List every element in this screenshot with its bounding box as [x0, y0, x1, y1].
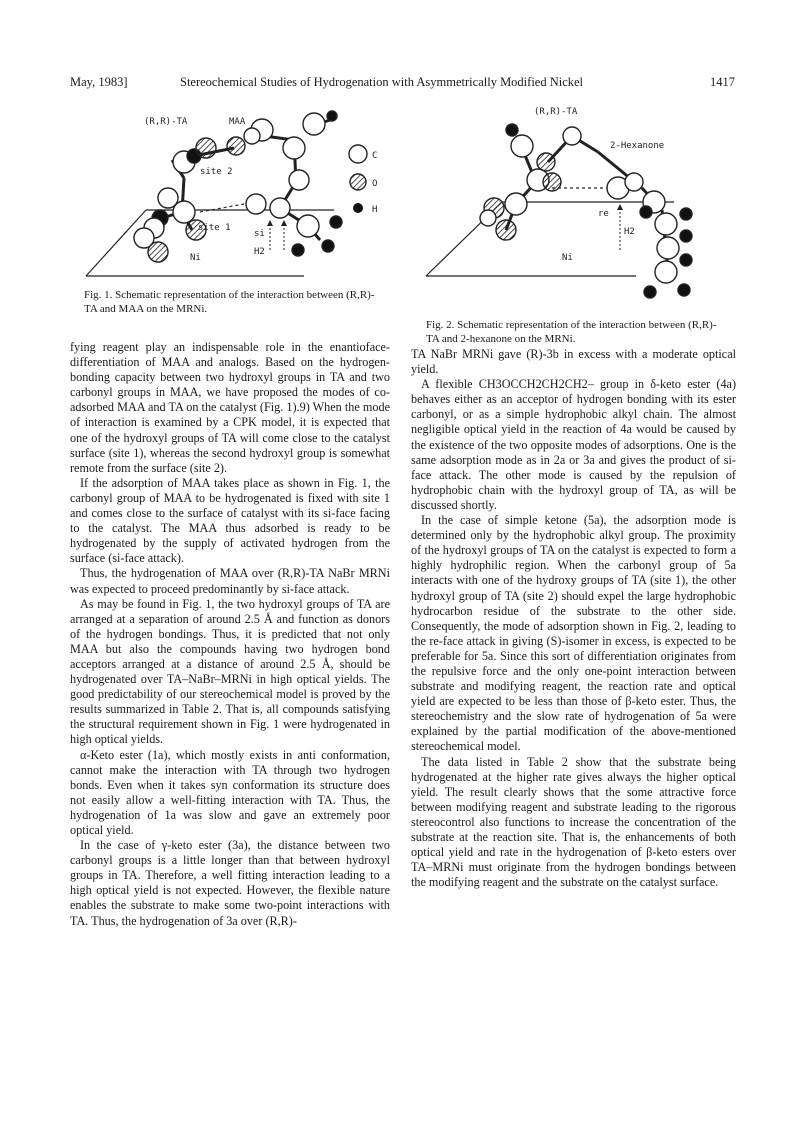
paragraph: α-Keto ester (1a), which mostly exists in anti conformation, cannot make the interaction with TA through two hydrogen bonds. Even when it takes syn conformation its structure does not easily allow a well-fitting interaction with TA. Thus, the hydrogenation of 1a was slow and gave an extremely poor optical yield. [70, 747, 390, 837]
left-column [70, 340, 390, 929]
figure-1 [84, 100, 384, 278]
fig1-label-ni: Ni [190, 253, 201, 263]
figure-2-drawing [422, 100, 722, 312]
paragraph: As may be found in Fig. 1, the two hydroxyl groups of TA are arranged at a separation of around 2.5 Å and function as donors of the hydrogen bondings. Thus, it is predicted that not only MAA but also the compounds having two hydrogen bond acceptors arranged at a distance of around 2.5 Å, should be hydrogenated over TA–NaBr–MRNi in high optical yields. The good predictability of our stereochemical model is proved by the results summarized in Table 2. That is, all compounds satisfying the structural requirement shown in Fig. 1 were hydrogenated in high optical yields. [70, 596, 390, 747]
paragraph: In the case of γ-keto ester (3a), the distance between two carbonyl groups is a little longer than that between hydroxyl groups in TA. Therefore, a well fitting interaction leading to a high optical yield is not expected. However, the flexible nature enables the substrate to make some two-point interactions with TA. Thus, the hydrogenation of 3a over (R,R)- [70, 838, 390, 928]
running-header [70, 75, 735, 91]
legend-h: H [372, 205, 378, 215]
fig1-label-site2: site 2 [200, 167, 233, 177]
fig1-label-ta: (R,R)-TA [144, 117, 188, 127]
figure-1-caption: Fig. 1. Schematic representation of the interaction between (R,R)-TA and MAA on the MRNi. [84, 289, 375, 315]
header-date: May, 1983] [70, 75, 128, 89]
legend-o: O [372, 179, 378, 189]
figure-1-drawing [84, 100, 384, 278]
fig2-label-re: re [598, 209, 609, 219]
fig1-label-site1: site 1 [198, 223, 231, 233]
paragraph: If the adsorption of MAA takes place as shown in Fig. 1, the carbonyl group of MAA to be hydrogenated is fixed with site 1 and comes close to the surface of catalyst with its si-face facing to the catalyst. The MAA thus adsorbed is ready to be hydrogenated by the supply of activated hydrogen from the surface (si-face attack). [70, 475, 390, 566]
paragraph: The data listed in Table 2 show that the substrate being hydrogenated at the higher rate gives always the higher optical yield. The result clearly shows that the some attractive force between modifying reagent and substrate leading to the rigorous stereocontrol also functions to increase the concentration of the substrate at the reaction site. That is, the enhancements of both optical yield and rate in the hydrogenation of β-keto esters over TA–MRNi must originate from the hydrogen bondings between the modifying reagent and the substrate on the catalyst surface. [411, 754, 736, 890]
figure-2 [422, 100, 722, 312]
header-title: Stereochemical Studies of Hydrogenation with Asymmetrically Modified Nickel [180, 75, 584, 89]
paragraph: fying reagent play an indispensable role in the enantioface-differentiation of MAA and analogs. Based on the hydrogen-bonding capacity between two hydroxyl groups in TA and two carbonyl groups in MAA, we have proposed the modes of co-adsorbed MAA and TA on the catalyst (Fig. 1).9) When the mode of interaction is examined by a CPK model, it is expected that one of the hydroxyl groups of TA will come close to the catalyst surface (site 1), whereas the second hydroxyl group is somewhat remote from the surface (site 2). [70, 340, 390, 475]
fig1-label-maa: MAA [229, 117, 246, 127]
fig2-label-ni: Ni [562, 253, 573, 263]
paragraph: Thus, the hydrogenation of MAA over (R,R)-TA NaBr MRNi was expected to proceed predominantly by si-face attack. [70, 566, 390, 596]
right-column [411, 347, 736, 890]
figure-2-caption: Fig. 2. Schematic representation of the interaction between (R,R)-TA and 2-hexanone on the MRNi. [426, 319, 717, 345]
page-number: 1417 [710, 75, 735, 89]
paragraph: A flexible CH3OCCH2CH2CH2– group in δ-keto ester (4a) behaves either as an acceptor of hydrogen bonding with its ester carbonyl, or as a simple hydrophobic alkyl chain. The almost negligible optical yield in the reaction of 4a would be caused by the existence of the two opposite modes of adsorptions. One is the same adsorption mode as in 2a or 3a and gives the product of si-face attack. The other mode is caused by the repulsion of hydrophobic chain with the hydroxyl group of TA, as will be discussed shortly. [411, 377, 736, 512]
fig2-label-h2: H2 [624, 227, 635, 237]
fig1-label-h2: H2 [254, 247, 265, 257]
fig2-label-hexanone: 2-Hexanone [610, 141, 665, 151]
fig2-label-ta: (R,R)-TA [534, 107, 578, 117]
legend-c: C [372, 151, 378, 161]
fig1-label-si: si [254, 229, 265, 239]
paragraph: In the case of simple ketone (5a), the adsorption mode is determined only by the hydrophobic alkyl group. The proximity of the hydroxyl groups of TA on the catalyst is expected to form a highly hydrophilic region. When the carbonyl group of 5a interacts with one of the hydroxy groups of TA (site 1), the other hydroxyl group of TA (site 2) should expel the large hydrophobic hydrocarbon residue of the substrate to the other side. Consequently, the mode of adsorption shown in Fig. 2, leading to the re-face attack in giving (S)-isomer in excess, is expected to be preferable for 5a. Since this sort of differentiation originates from the repulsive force and the only one-point interaction between substrate and modifying reagent, the reaction rate and optical yield are expected to be less than those of β-keto ester. Thus, the stereochemistry and the slow rate of hydrogenation of 5a were explained by the partial modification of the above-mentioned stereochemical model. [411, 513, 736, 754]
paragraph: TA NaBr MRNi gave (R)-3b in excess with a moderate optical yield. [411, 347, 736, 377]
